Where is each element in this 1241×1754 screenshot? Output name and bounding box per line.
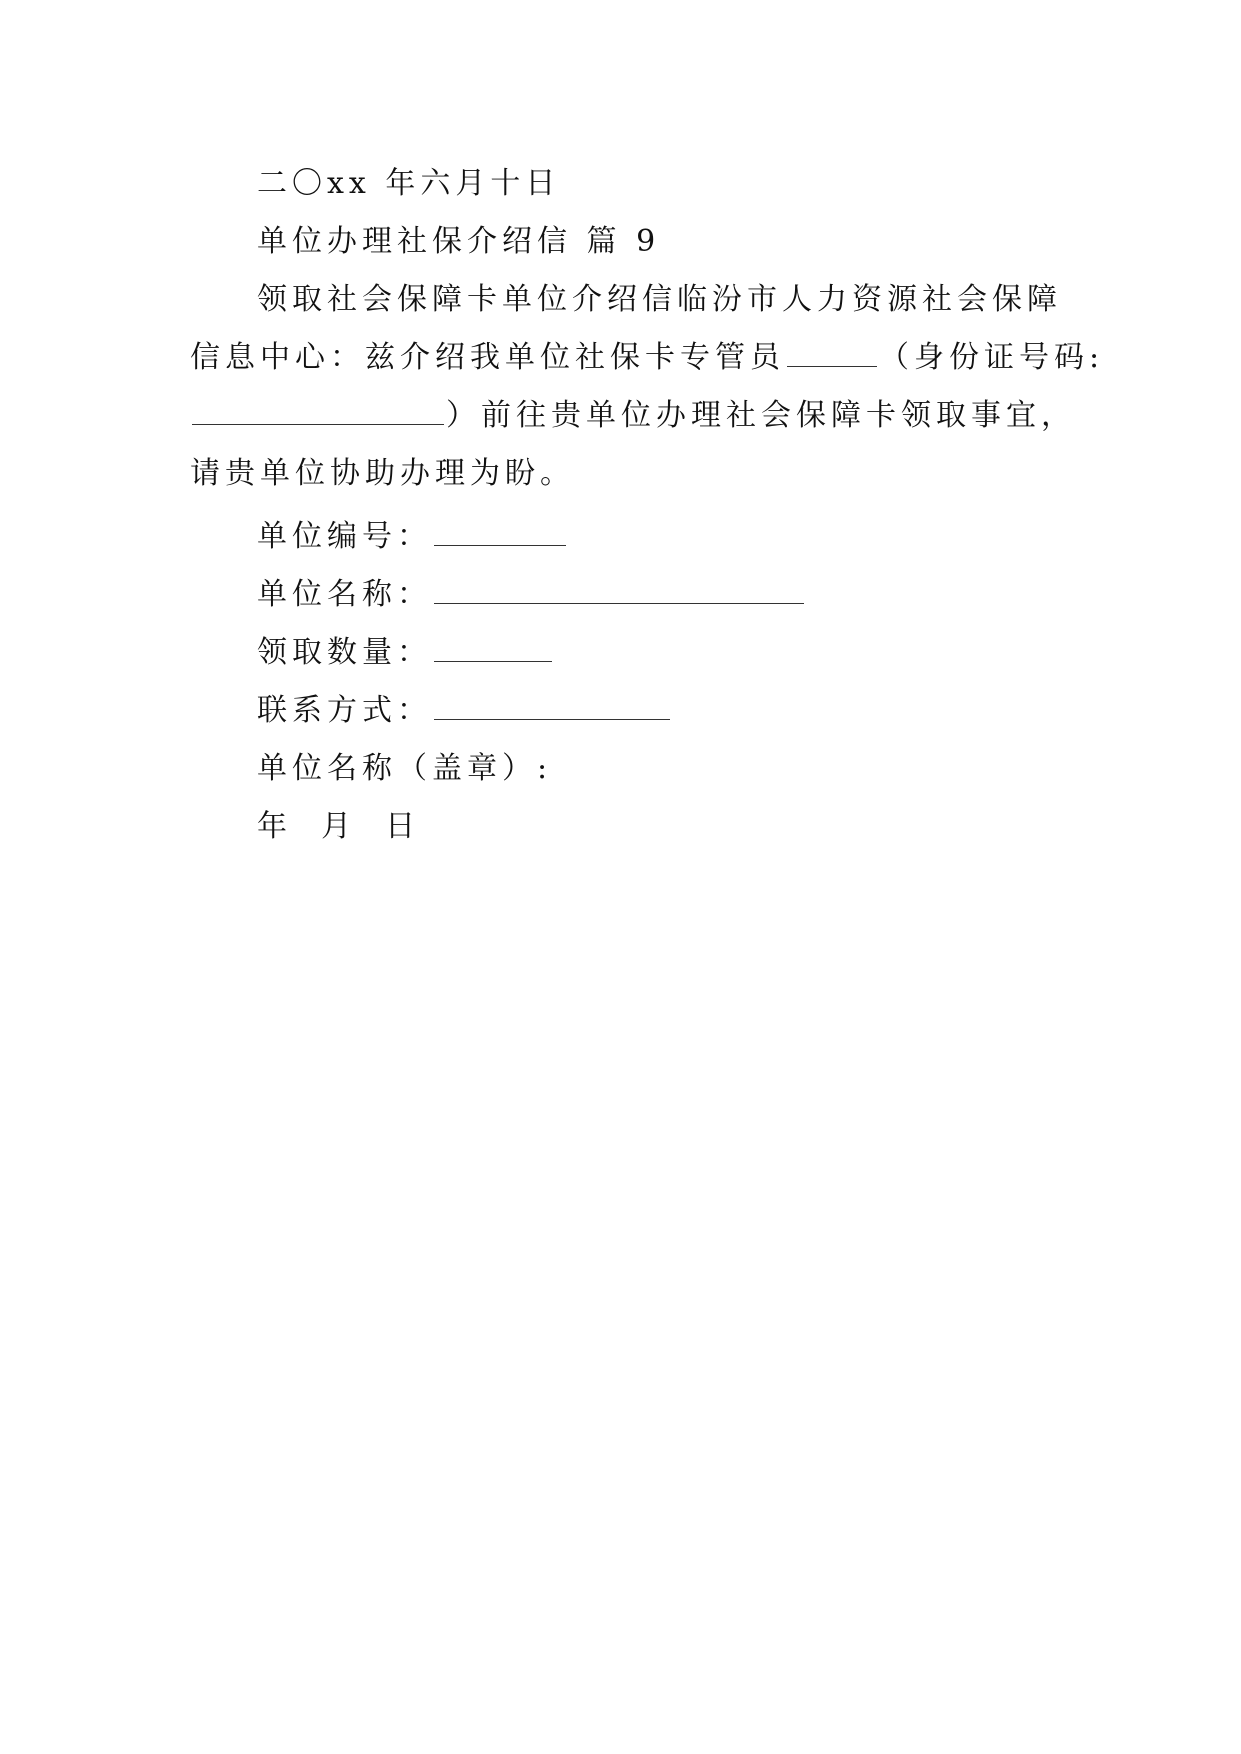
paragraph-line-2: [190, 329, 1104, 387]
paragraph-line-4: 请贵单位协助办理为盼。: [190, 456, 575, 491]
field-blank: [434, 691, 670, 720]
id-number-blank: [192, 396, 444, 425]
field-blank: [434, 517, 566, 546]
field-unit-number: [257, 508, 568, 566]
field-quantity: [257, 624, 554, 682]
title-line: 单位办理社保介绍信 篇 9: [257, 224, 661, 259]
field-label: 联系方式：: [257, 693, 432, 728]
field-blank: [434, 633, 552, 662]
field-label: 单位编号：: [257, 519, 432, 554]
stamp-label: 单位名称（盖章）:: [257, 751, 553, 786]
field-blank: [434, 575, 804, 604]
paragraph-line-3-text: ）前往贵单位办理社会保障卡领取事宜，: [446, 398, 1076, 433]
field-contact: [257, 682, 672, 740]
field-unit-name: [257, 566, 806, 624]
paragraph-line-1: 领取社会保障卡单位介绍信临汾市人力资源社会保障: [257, 282, 1062, 317]
staff-name-blank: [787, 338, 877, 367]
field-label: 单位名称：: [257, 577, 432, 612]
date-placeholder: 年 月 日: [257, 809, 421, 844]
paragraph-line-2-text: 信息中心：兹介绍我单位社保卡专管员: [190, 340, 785, 375]
field-label: 领取数量：: [257, 635, 432, 670]
paragraph-line-3: [190, 387, 1076, 445]
id-number-label: （身份证号码:: [879, 340, 1105, 375]
date-line: 二〇xx 年六月十日: [257, 166, 561, 201]
